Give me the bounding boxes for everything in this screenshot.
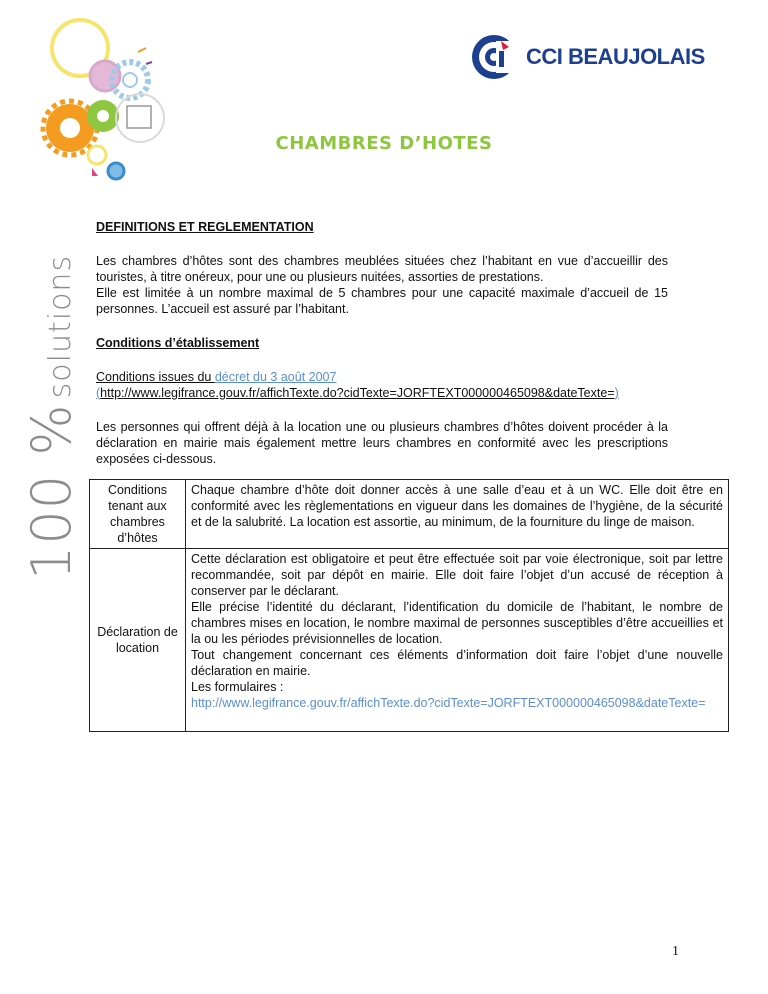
row-line: Tout changement concernant ces éléments d’information doit faire l’objet d’une nouvelle déclaration en mairie. <box>191 648 723 678</box>
source-url-open: ( <box>96 386 101 400</box>
page-title: CHAMBRES D’HOTES <box>275 133 493 154</box>
row-label: Conditions tenant aux chambres d’hôtes <box>90 480 186 549</box>
table-row <box>90 549 729 732</box>
source-line <box>96 369 668 385</box>
decree-link[interactable]: décret du 3 août 2007 <box>214 370 337 384</box>
gears-illustration <box>20 8 170 188</box>
side-percent: 100 % <box>20 403 83 580</box>
row-line: Les formulaires : <box>191 680 284 694</box>
forms-link[interactable]: http://www.legifrance.gouv.fr/affichTexte.do?cidTexte=JORFTEXT000000465098&dateTexte= <box>191 696 706 710</box>
logo-text: CCI BEAUJOLAIS <box>526 44 705 69</box>
section-heading: DEFINITIONS ET REGLEMENTATION <box>96 220 314 234</box>
page-number: 1 <box>672 944 679 959</box>
source-url-line <box>96 385 668 401</box>
cci-logo-icon <box>470 33 518 81</box>
row-line: Cette déclaration est obligatoire et peut être effectuée soit par voie électronique, soit par lettre recommandée, soit par dépôt en mairie. Elle doit faire l’objet d’un accusé de réception à conserver par le déclarant. <box>191 552 723 598</box>
row-line: Elle précise l’identité du déclarant, l’identification du domicile de l’habitant, le nombre de chambres mises en location, le nombre maximal de personnes susceptibles d’être accueillies et la ou les périodes prévisionnelles de location. <box>191 600 723 646</box>
row-text <box>186 549 729 732</box>
paragraph-limit: Elle est limitée à un nombre maximal de 5 chambres pour une capacité maximale d’accueil de 15 personnes. L’accueil est assuré par l’habitant. <box>96 286 668 316</box>
source-prefix: Conditions issues du <box>96 370 215 384</box>
conditions-table <box>89 479 729 732</box>
side-slogan <box>20 255 83 580</box>
document-body <box>96 219 668 467</box>
source-url[interactable]: http://www.legifrance.gouv.fr/affichTexte.do?cidTexte=JORFTEXT000000465098&dateTexte= <box>100 386 615 400</box>
paragraph-definition: Les chambres d’hôtes sont des chambres meublées situées chez l’habitant en vue d’accueillir des touristes, à titre onéreux, pour une ou plusieurs nuitées, assorties de prestations. <box>96 254 668 284</box>
row-text <box>186 480 729 549</box>
side-word: solutions <box>43 254 78 399</box>
row-label: Déclaration de location <box>90 549 186 732</box>
subsection-heading: Conditions d’établissement <box>96 336 260 350</box>
paragraph-intro: Les personnes qui offrent déjà à la location une ou plusieurs chambres d’hôtes doivent procéder à la déclaration en mairie mais également mettre leurs chambres en conformité avec les prescriptions exposées ci-dessous. <box>96 420 668 466</box>
table-row <box>90 480 729 549</box>
row-line: Chaque chambre d’hôte doit donner accès à une salle d’eau et à un WC. Elle doit être en conformité avec les règlementations en vigueur dans les domaines de l’hygiène, de la sécurité et de la salubrité. La location est assortie, au minimum, de la fourniture du linge de maison. <box>191 483 723 529</box>
cci-logo <box>470 33 705 81</box>
source-url-close: ) <box>614 386 619 400</box>
